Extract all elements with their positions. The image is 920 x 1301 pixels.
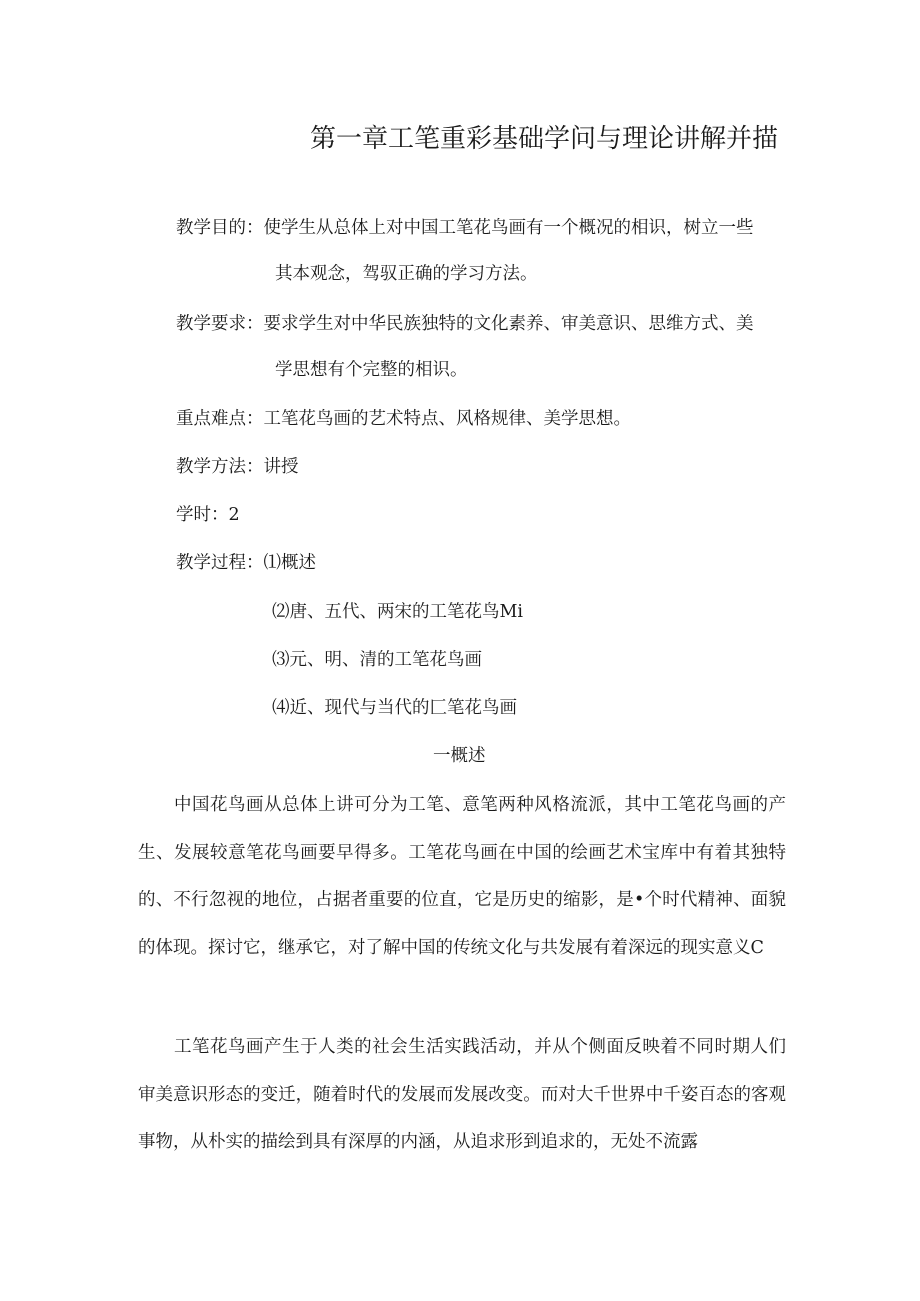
objective-text: 使学生从总体上对中国工笔花鸟画有一个概况的相识，树立一些 — [263, 218, 754, 238]
hours-line: 学时：2 — [176, 505, 240, 525]
requirement-text: 要求学生对中华民族独特的文化素养、审美意识、思维方式、美 — [263, 314, 754, 334]
requirement-continuation: 学思想有个完整的相识。 — [275, 360, 468, 380]
objective-line — [176, 220, 754, 238]
process-item: ⑷近、现代与当代的匚笔花鸟画 — [272, 698, 517, 718]
process-item: ⑶元、明、清的工笔花鸟画 — [272, 650, 482, 670]
process-item: ⑵唐、五代、两宋的工笔花鸟Mi — [272, 602, 524, 622]
body-paragraph: 工笔花鸟画产生于人类的社会生活实践活动，并从个侧面反映着不同时期人们审美意识形态的变迁，随着时代的发展而发展改变。而对大千世界中千姿百态的客观事物，从朴实的描绘到具有深厚的内涵，从追求形到追求的，无处不流露 — [138, 1037, 786, 1152]
objective-label: 教学目的： — [176, 218, 264, 238]
process-line — [176, 555, 316, 573]
focus-line: 重点难点：工笔花鸟画的艺术特点、风格规律、美学思想。 — [176, 409, 631, 429]
process-label: 教学过程： — [176, 553, 264, 573]
process-item: ⑴概述 — [263, 553, 316, 573]
section-heading: 一概述 — [433, 746, 486, 766]
requirement-label: 教学要求： — [176, 314, 264, 334]
requirement-line — [176, 316, 754, 334]
chapter-title: 第一章工笔重彩基础学问与理论讲解并描 — [310, 124, 779, 154]
objective-continuation: 其本观念，驾驭正确的学习方法。 — [275, 264, 538, 284]
method-line: 教学方法：讲授 — [176, 457, 299, 477]
body-paragraph: 中国花鸟画从总体上讲可分为工笔、意笔两种风格流派，其中工笔花鸟画的产生、发展较意笔花鸟画要早得多。工笔花鸟画在中国的绘画艺术宝库中有着其独特的、不行忽视的地位，占据者重要的位直，它是历史的缩影，是•个时代精神、面貌的体现。探讨它，继承它，对了解中国的传统文化与共发展有着深远的现实意义C — [138, 795, 786, 958]
